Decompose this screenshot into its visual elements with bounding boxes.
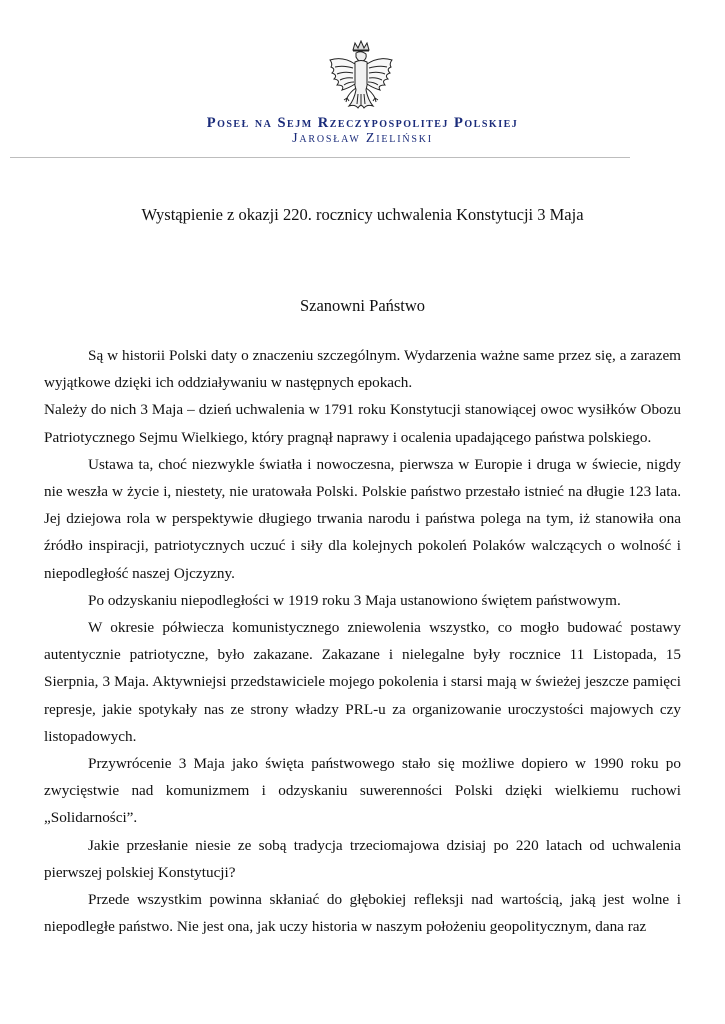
paragraph: Przywrócenie 3 Maja jako święta państwowego stało się możliwe dopiero w 1990 roku po zwycięstwie nad komunizmem i odzyskaniu suwerenności Polski dzięki wielkiemu ruchowi „Solidarności”. — [44, 755, 681, 827]
paragraph: Po odzyskaniu niepodległości w 1919 roku 3 Maja ustanowiono świętem państwowym. — [88, 591, 621, 609]
paragraph: Należy do nich 3 Maja – dzień uchwalenia w 1791 roku Konstytucji stanowiącej owoc wysiłków Obozu Patriotycznego Sejmu Wielkiego, który pragnął naprawy i ocalenia upadającego państwa polskiego. — [44, 401, 681, 446]
eagle-emblem-icon — [325, 40, 397, 116]
paragraph: Jakie przesłanie niesie ze sobą tradycja trzeciomajowa dzisiaj po 220 latach od uchwalenia pierwszej polskiej Konstytucji? — [44, 836, 681, 881]
paragraph: Są w historii Polski daty o znaczeniu szczególnym. Wydarzenia ważne same przez się, a zarazem wyjątkowe dzięki ich oddziaływaniu w następnych epokach. — [44, 347, 681, 392]
document-title: Wystąpienie z okazji 220. rocznicy uchwalenia Konstytucji 3 Maja — [141, 205, 584, 224]
body-text — [44, 342, 681, 940]
letterhead-name: Jarosław Zieliński — [292, 131, 433, 146]
header-divider — [10, 157, 630, 158]
paragraph: W okresie półwiecza komunistycznego zniewolenia wszystko, co mogło budować postawy autentycznie patriotyczne, było zakazane. Zakazane i nielegalne były rocznice 11 Listopada, 15 Sierpnia, 3 Maja. Aktywniejsi przedstawiciele mojego pokolenia i starsi mają w świeżej jeszcze pamięci represje, jakie spotykały nas ze strony władzy PRL-u za organizowanie uroczystości majowych czy listopadowych. — [44, 619, 681, 745]
paragraph: Przede wszystkim powinna skłaniać do głębokiej refleksji nad wartością, jaką jest wolne i niepodległe państwo. Nie jest ona, jak uczy historia w naszym położeniu geopolitycznym, dana raz — [44, 891, 681, 936]
paragraph: Ustawa ta, choć niezwykle światła i nowoczesna, pierwsza w Europie i druga w świecie, nigdy nie weszła w życie i, niestety, nie uratowała Polski. Polskie państwo przestało istnieć na długie 123 lata. Jej dziejowa rola w perspektywie długiego trwania narodu i państwa polega na tym, iż stanowiła ona źródło inspiracji, patriotycznych uczuć i siły dla kolejnych pokoleń Polaków walczących o wolność i niepodległość naszej Ojczyzny. — [44, 455, 681, 582]
letterhead-title: Poseł na Sejm Rzeczypospolitej Polskiej — [206, 115, 519, 131]
salutation: Szanowni Państwo — [299, 296, 426, 315]
